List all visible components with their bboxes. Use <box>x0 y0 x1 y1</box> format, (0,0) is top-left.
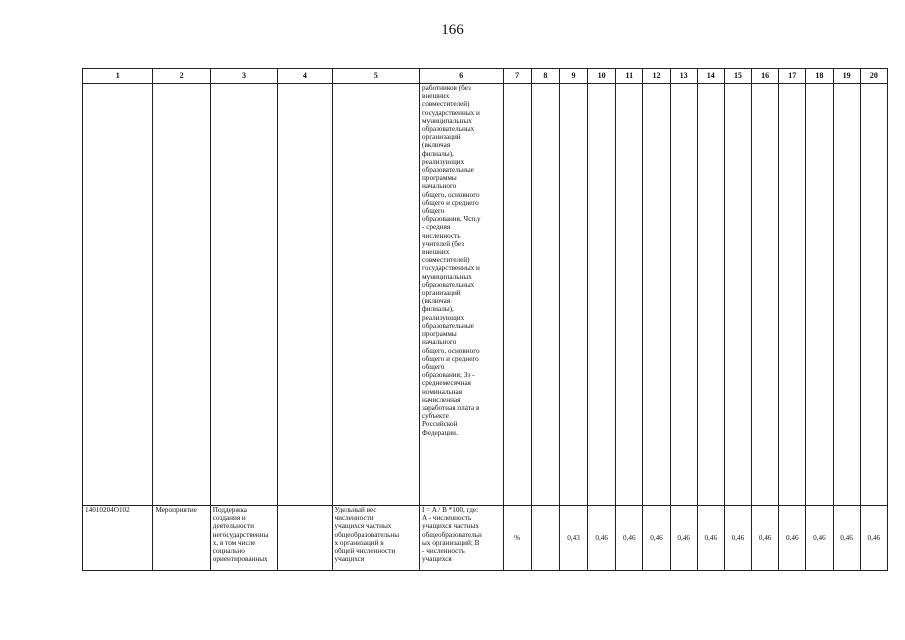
cell-indicator <box>332 506 420 571</box>
header-col-9: 9 <box>559 69 587 84</box>
cell-value-col16: 0,46 <box>752 506 779 571</box>
text-line: учащихся частных <box>334 522 392 531</box>
text-line: учителей (без <box>422 239 464 248</box>
text-line: общеобразовательн <box>422 530 482 539</box>
text-line: ориентированных <box>212 555 268 564</box>
cell-formula <box>420 506 504 571</box>
text-line: государственных и <box>422 264 480 273</box>
text-line: - средняя <box>422 223 451 232</box>
header-col-1: 1 <box>83 69 153 84</box>
cell-value-col13: 0,46 <box>670 506 697 571</box>
cell-value-col11: 0,46 <box>616 506 643 571</box>
text-line: учащихся <box>422 555 452 564</box>
text-line: общей численности <box>334 547 396 556</box>
header-col-18: 18 <box>806 69 833 84</box>
text-line: ых организаций; B <box>422 538 480 547</box>
text-line: общего, основного <box>422 190 480 199</box>
header-col-8: 8 <box>531 69 559 84</box>
table-row-continuation <box>83 84 888 506</box>
text-line: Поддержка <box>212 506 247 514</box>
text-line: муниципальных <box>422 272 472 281</box>
cell-value-col20: 0,46 <box>860 506 887 571</box>
text-line: муниципальных <box>422 116 472 125</box>
text-line: образовательных <box>422 125 475 134</box>
text-line: создания и <box>212 514 246 523</box>
text-line: начисленная <box>422 395 461 404</box>
text-line: численности <box>334 514 374 523</box>
cell-value-col15: 0,46 <box>724 506 751 571</box>
text-line: образовательных <box>422 280 475 289</box>
text-line: программы <box>422 330 457 339</box>
text-line: Удельный вес <box>334 506 377 514</box>
text-line: программы <box>422 174 457 183</box>
text-line: организаций <box>422 133 461 142</box>
page-number: 166 <box>441 22 464 38</box>
text-line: образования; Зэ - <box>422 371 475 380</box>
header-col-6: 6 <box>420 69 504 84</box>
cell-value-col10: 0,46 <box>588 506 616 571</box>
cell-value-col18: 0,46 <box>806 506 833 571</box>
text-line: - численность <box>422 547 465 556</box>
text-line: образовательные <box>422 321 474 330</box>
text-line: общеобразовательны <box>334 530 400 539</box>
cell-col7 <box>503 84 531 506</box>
header-col-15: 15 <box>724 69 751 84</box>
cell-value-col19: 0,46 <box>833 506 860 571</box>
header-col-4: 4 <box>278 69 332 84</box>
cell-col6-formula <box>420 84 504 506</box>
text-line: филиалы), <box>422 305 454 314</box>
text-line: образовательные <box>422 166 474 175</box>
cell-col4 <box>278 84 332 506</box>
header-col-2: 2 <box>153 69 210 84</box>
header-col-17: 17 <box>779 69 806 84</box>
cell-col1 <box>83 84 153 506</box>
cell-value-col9: 0,43 <box>559 506 587 571</box>
text-line: совместителей) <box>422 256 470 265</box>
text-line: A - численность <box>422 514 472 523</box>
text-line: I = A / B *100, где: <box>422 506 479 514</box>
text-line: (включая <box>422 141 451 150</box>
text-line: общего и среднего <box>422 198 479 207</box>
cell-col2 <box>153 84 210 506</box>
text-line: общего <box>422 362 445 371</box>
text-line: общего <box>422 207 445 216</box>
header-col-11: 11 <box>616 69 643 84</box>
text-line: начального <box>422 182 457 191</box>
text-line: деятельности <box>212 522 254 531</box>
cell-col3 <box>210 84 277 506</box>
cell-col8 <box>531 84 559 506</box>
text-line: общего, основного <box>422 346 480 355</box>
text-line: негосударственны <box>212 530 269 539</box>
header-col-13: 13 <box>670 69 697 84</box>
table-row-item <box>83 506 888 571</box>
cell-col5 <box>332 84 420 506</box>
cell-unit: % <box>503 506 531 571</box>
text-line: учащихся частных <box>422 522 479 531</box>
header-col-7: 7 <box>503 69 531 84</box>
cell-value-col14: 0,46 <box>697 506 724 571</box>
text-line: среднемесячная <box>422 379 471 388</box>
text-line: организаций <box>422 289 461 298</box>
data-table <box>82 68 888 571</box>
text-line: филиалы), <box>422 149 454 158</box>
header-col-12: 12 <box>643 69 670 84</box>
text-line: общего и среднего <box>422 354 479 363</box>
text-line: Федерации. <box>422 428 458 437</box>
header-row <box>83 69 888 84</box>
text-line: работников (без <box>422 84 471 92</box>
text-line: субъекте <box>422 412 449 421</box>
text-line: номинальная <box>422 387 463 396</box>
header-col-19: 19 <box>833 69 860 84</box>
cell-value-col8 <box>531 506 559 571</box>
header-col-14: 14 <box>697 69 724 84</box>
text-line: реализующих <box>422 157 465 166</box>
cell-value-col17: 0,46 <box>779 506 806 571</box>
cell-col4 <box>278 506 332 571</box>
text-line: (включая <box>422 297 451 306</box>
header-col-3: 3 <box>210 69 277 84</box>
text-line: Российской <box>422 420 458 429</box>
text-line: внешних <box>422 248 450 257</box>
cell-code: 14010204О102 <box>83 506 153 571</box>
cell-type: Мероприятие <box>153 506 210 571</box>
text-line: численность <box>422 231 461 240</box>
text-line: внешних <box>422 92 450 101</box>
text-line: государственных и <box>422 108 480 117</box>
text-line: начального <box>422 338 457 347</box>
cell-name <box>210 506 277 571</box>
text-line: совместителей) <box>422 100 470 109</box>
text-line: социально <box>212 547 245 556</box>
cell-value-col12: 0,46 <box>643 506 670 571</box>
text-line: учащихся <box>334 555 365 564</box>
text-line: х, в том числе <box>212 538 256 547</box>
header-col-10: 10 <box>588 69 616 84</box>
text-line: реализующих <box>422 313 465 322</box>
text-line: заработная плата в <box>422 403 480 412</box>
text-line: образования, Чсп,у <box>422 215 481 224</box>
header-col-5: 5 <box>332 69 420 84</box>
header-col-20: 20 <box>860 69 887 84</box>
text-line: х организаций в <box>334 538 384 547</box>
header-col-16: 16 <box>752 69 779 84</box>
